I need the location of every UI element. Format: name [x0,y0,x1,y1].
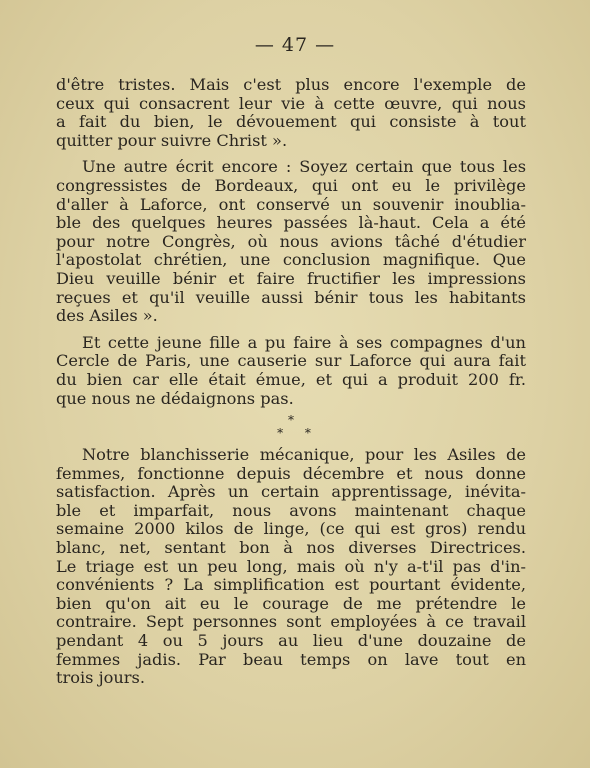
text-line: quitter pour suivre Christ ». [56,131,288,150]
text-line: femmes jadis. Par beau temps on lave tout en [56,650,526,669]
text-line: l'apostolat chrétien, une conclusion magnifique. Que [56,251,526,270]
text-line: pendant 4 ou 5 jours au lieu d'une douzaine de [56,632,526,651]
text-line: des Asiles ». [56,307,158,326]
text-line: trois jours. [56,669,145,688]
text-line: femmes, fonctionne depuis décembre et nous donne [56,464,526,483]
text-line: Le triage est un peu long, mais où n'y a-t'il pas d'in- [56,557,526,576]
text-line: bien qu'on ait eu le courage de me prétendre le [56,594,526,613]
paragraph-2 [56,158,526,325]
body-text [56,76,526,688]
text-line: contraire. Sept personnes sont employées à ce travail [56,613,526,632]
paragraph-4 [56,446,526,688]
text-line: ceux qui consacrent leur vie à cette œuvre, qui nous [56,94,526,113]
text-line: blanc, net, sentant bon à nos diverses Directrices. [56,539,526,558]
text-line: congressistes de Bordeaux, qui ont eu le privilège [56,176,526,195]
text-line: Cercle de Paris, une causerie sur Laforce qui aura fait [56,352,526,371]
text-line: ble des quelques heures passées là-haut. Cela a été [56,214,526,233]
text-line: que nous ne dédaignons pas. [56,389,294,408]
text-line: semaine 2000 kilos de linge, (ce qui est gros) rendu [56,520,526,539]
paragraph-3 [56,334,526,408]
text-line: reçues et qu'il veuille aussi bénir tous les habitants [56,288,526,307]
paragraph-1 [56,76,526,150]
text-line: Notre blanchisserie mécanique, pour les Asiles de [82,446,526,465]
separator-stars: * * [277,426,311,441]
text-line: pour notre Congrès, où nous avions tâché d'étudier [56,232,526,251]
text-line: Dieu veuille bénir et faire fructifier les impressions [56,269,526,288]
text-line: ble et imparfait, nous avons maintenant chaque [56,501,526,520]
text-line: a fait du bien, le dévouement qui consiste à tout [56,113,526,132]
text-line: du bien car elle était émue, et qui a produit 200 fr. [56,370,526,389]
section-separator [56,414,526,440]
text-line: satisfaction. Après un certain apprentissage, inévita- [56,483,526,502]
page-number: — 47 — [254,34,336,56]
text-line: convénients ? La simplification est pourtant évidente, [56,576,526,595]
text-line: Une autre écrit encore : Soyez certain que tous les [82,158,526,177]
text-line: d'aller à Laforce, ont conservé un souvenir inoublia- [56,195,526,214]
text-line: Et cette jeune fille a pu faire à ses compagnes d'un [82,333,526,352]
separator-star: * [288,413,294,428]
text-line: d'être tristes. Mais c'est plus encore l'exemple de [56,76,526,94]
